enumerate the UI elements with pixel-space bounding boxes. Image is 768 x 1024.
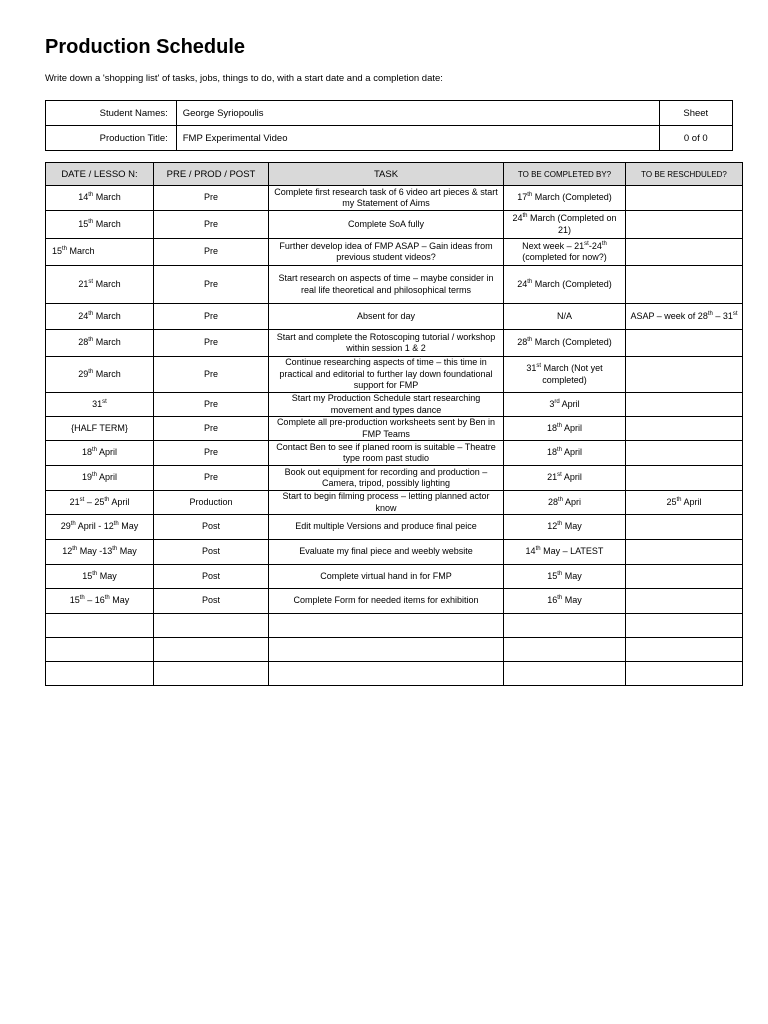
table-row [46,441,743,466]
schedule-table [45,162,743,686]
header-rescheduled: TO BE RESCHDULED? [626,163,743,186]
table-row [46,515,743,540]
table-row [46,239,743,266]
row-rescheduled: 25th April [626,491,743,515]
row-rescheduled [626,614,743,638]
row-date: 12th May -13th May [46,540,154,565]
sheet-label: Sheet [659,101,732,126]
row-date: 15th March [46,211,154,239]
row-date: {HALF TERM} [46,417,154,441]
row-completed-by [504,662,626,686]
row-task: Book out equipment for recording and production – Camera, tripod, possibly lighting [269,466,504,491]
row-task [269,662,504,686]
table-row [46,638,743,662]
row-date: 15th – 16th May [46,589,154,614]
row-date: 24th March [46,304,154,330]
row-stage: Pre [154,186,269,211]
table-row [46,565,743,589]
row-date: 15th March [46,239,154,266]
row-rescheduled [626,330,743,357]
row-stage: Pre [154,441,269,466]
row-task: Start research on aspects of time – maybe consider in real life theoretical and philosophical terms [269,266,504,304]
row-completed-by: 18th April [504,441,626,466]
row-stage [154,614,269,638]
row-rescheduled [626,589,743,614]
row-stage: Production [154,491,269,515]
row-rescheduled [626,540,743,565]
table-row [46,589,743,614]
table-row [46,393,743,417]
row-date: 14th March [46,186,154,211]
row-rescheduled [626,211,743,239]
row-stage: Pre [154,211,269,239]
row-task: Complete Form for needed items for exhibition [269,589,504,614]
row-completed-by: 24th March (Completed on 21) [504,211,626,239]
row-rescheduled: ASAP – week of 28th – 31st [626,304,743,330]
header-date: DATE / LESSO N: [46,163,154,186]
row-completed-by: 17th March (Completed) [504,186,626,211]
row-task: Edit multiple Versions and produce final peice [269,515,504,540]
row-completed-by: 16th May [504,589,626,614]
row-completed-by: 28th March (Completed) [504,330,626,357]
row-rescheduled [626,393,743,417]
row-date [46,614,154,638]
table-row [46,491,743,515]
row-stage: Post [154,565,269,589]
row-date [46,662,154,686]
table-row [46,466,743,491]
row-completed-by: 15th May [504,565,626,589]
table-row [46,330,743,357]
table-row [46,304,743,330]
row-stage: Pre [154,330,269,357]
row-task: Further develop idea of FMP ASAP – Gain ideas from previous student videos? [269,239,504,266]
row-rescheduled [626,266,743,304]
intro-text: Write down a 'shopping list' of tasks, jobs, things to do, with a start date and a completion date: [45,73,443,84]
row-task [269,638,504,662]
table-row [46,357,743,393]
row-date [46,638,154,662]
table-row [46,540,743,565]
row-completed-by: 31st March (Not yet completed) [504,357,626,393]
row-stage: Post [154,540,269,565]
row-task: Complete first research task of 6 video art pieces & start my Statement of Aims [269,186,504,211]
row-stage: Pre [154,266,269,304]
row-completed-by: 24th March (Completed) [504,266,626,304]
header-stage: PRE / PROD / POST [154,163,269,186]
row-date: 29th March [46,357,154,393]
row-rescheduled [626,638,743,662]
row-task: Evaluate my final piece and weebly website [269,540,504,565]
row-date: 21st – 25th April [46,491,154,515]
row-rescheduled [626,662,743,686]
row-completed-by [504,638,626,662]
row-date: 15th May [46,565,154,589]
student-names-label: Student Names: [46,101,177,126]
row-date: 19th April [46,466,154,491]
table-row [46,614,743,638]
sheet-value: 0 of 0 [659,126,732,151]
row-date: 28th March [46,330,154,357]
row-task: Absent for day [269,304,504,330]
row-task: Continue researching aspects of time – this time in practical and editorial to further lay down foundational support for FMP [269,357,504,393]
table-row [46,211,743,239]
row-stage: Pre [154,239,269,266]
row-completed-by: Next week – 21st-24th (completed for now?) [504,239,626,266]
header-task: TASK [269,163,504,186]
row-completed-by: 18th April [504,417,626,441]
schedule-header-row [46,163,743,186]
row-completed-by: 14th May – LATEST [504,540,626,565]
row-task: Start my Production Schedule start researching movement and types dance [269,393,504,417]
production-title-value: FMP Experimental Video [176,126,659,151]
row-rescheduled [626,239,743,266]
row-rescheduled [626,466,743,491]
row-rescheduled [626,357,743,393]
row-completed-by: 12th May [504,515,626,540]
page-title: Production Schedule [45,36,246,58]
row-task: Start to begin filming process – letting planned actor know [269,491,504,515]
row-task: Complete SoA fully [269,211,504,239]
row-rescheduled [626,515,743,540]
row-date: 29th April - 12th May [46,515,154,540]
row-task: Contact Ben to see if planed room is suitable – Theatre type room past studio [269,441,504,466]
schedule-body [46,186,743,686]
row-stage: Pre [154,466,269,491]
row-completed-by: 21st April [504,466,626,491]
row-stage: Pre [154,393,269,417]
row-date: 31st [46,393,154,417]
row-completed-by [504,614,626,638]
info-table [45,100,733,151]
row-rescheduled [626,186,743,211]
row-date: 18th April [46,441,154,466]
table-row [46,266,743,304]
row-stage [154,662,269,686]
row-stage: Post [154,515,269,540]
table-row [46,417,743,441]
row-task: Complete virtual hand in for FMP [269,565,504,589]
row-date: 21st March [46,266,154,304]
row-stage: Pre [154,417,269,441]
row-stage: Post [154,589,269,614]
row-task: Complete all pre-production worksheets sent by Ben in FMP Teams [269,417,504,441]
row-completed-by: 3rd April [504,393,626,417]
student-names-value: George Syriopoulis [176,101,659,126]
row-task [269,614,504,638]
row-rescheduled [626,441,743,466]
table-row [46,662,743,686]
row-rescheduled [626,417,743,441]
row-completed-by: N/A [504,304,626,330]
row-task: Start and complete the Rotoscoping tutorial / workshop within session 1 & 2 [269,330,504,357]
header-completed-by: TO BE COMPLETED BY? [504,163,626,186]
row-rescheduled [626,565,743,589]
row-completed-by: 28th Apri [504,491,626,515]
table-row [46,186,743,211]
row-stage [154,638,269,662]
row-stage: Pre [154,357,269,393]
production-title-label: Production Title: [46,126,177,151]
row-stage: Pre [154,304,269,330]
